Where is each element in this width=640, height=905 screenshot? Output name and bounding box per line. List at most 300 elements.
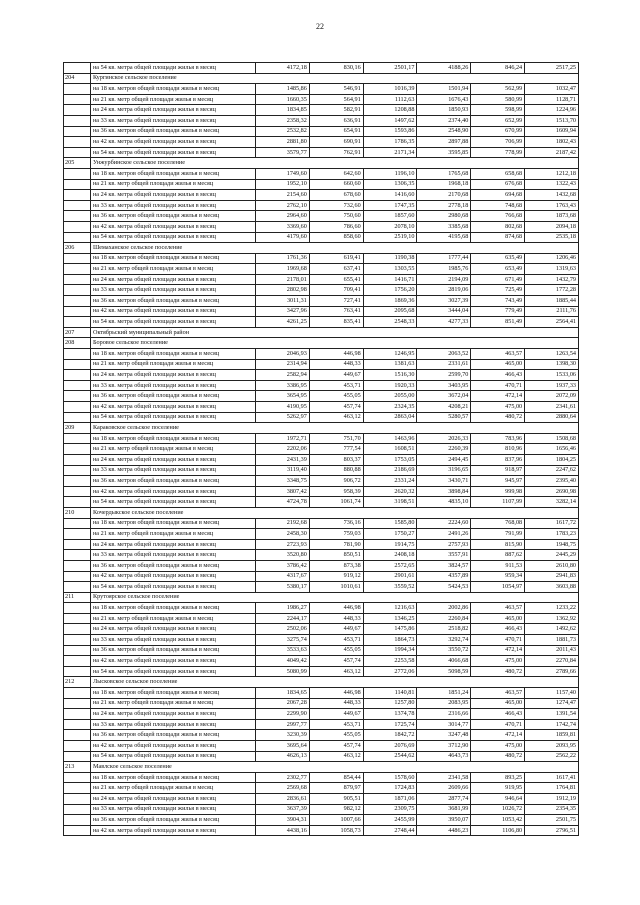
value-cell: 2582,94 bbox=[256, 370, 310, 381]
row-code-cell bbox=[64, 380, 91, 391]
value-cell: 2564,41 bbox=[525, 317, 579, 328]
value-cell: 475,00 bbox=[471, 656, 525, 667]
value-cell: 858,60 bbox=[309, 232, 363, 243]
table-row bbox=[64, 402, 579, 413]
value-cell: 911,53 bbox=[471, 560, 525, 571]
row-code-cell bbox=[64, 730, 91, 741]
value-cell: 905,51 bbox=[309, 793, 363, 804]
row-label: на 33 кв. метра общей площади жилья в месяц bbox=[91, 635, 256, 646]
value-cell: 1937,33 bbox=[525, 380, 579, 391]
value-cell: 453,71 bbox=[309, 635, 363, 646]
value-cell: 959,34 bbox=[471, 571, 525, 582]
value-cell: 918,97 bbox=[471, 465, 525, 476]
value-cell: 1985,76 bbox=[417, 264, 471, 275]
section-code: 211 bbox=[64, 592, 91, 603]
value-cell: 466,43 bbox=[471, 709, 525, 720]
value-cell: 2532,82 bbox=[256, 126, 310, 137]
value-cell: 2224,60 bbox=[417, 518, 471, 529]
value-cell: 3282,14 bbox=[525, 497, 579, 508]
value-cell: 4486,23 bbox=[417, 825, 471, 836]
value-cell: 879,97 bbox=[309, 783, 363, 794]
value-cell: 810,96 bbox=[471, 444, 525, 455]
value-cell: 2501,17 bbox=[363, 63, 417, 74]
value-cell: 3550,72 bbox=[417, 645, 471, 656]
value-cell: 783,96 bbox=[471, 433, 525, 444]
row-label: на 36 кв. метров общей площади жилья в месяц bbox=[91, 296, 256, 307]
value-cell: 635,49 bbox=[471, 253, 525, 264]
value-cell: 1533,06 bbox=[525, 370, 579, 381]
value-cell: 1585,80 bbox=[363, 518, 417, 529]
row-label: на 42 кв. метра общей площади жилья в месяц bbox=[91, 741, 256, 752]
section-name: Крутоярское сельское поселение bbox=[91, 592, 579, 603]
row-label: на 18 кв. метров общей площади жилья в месяц bbox=[91, 433, 256, 444]
table-row bbox=[64, 317, 579, 328]
value-cell: 3681,99 bbox=[417, 804, 471, 815]
table-row bbox=[64, 645, 579, 656]
table-row bbox=[64, 274, 579, 285]
row-code-cell bbox=[64, 751, 91, 762]
table-row bbox=[64, 264, 579, 275]
value-cell: 4835,10 bbox=[417, 497, 471, 508]
value-cell: 1881,73 bbox=[525, 635, 579, 646]
value-cell: 887,62 bbox=[471, 550, 525, 561]
row-label: на 36 кв. метров общей площади жилья в месяц bbox=[91, 126, 256, 137]
value-cell: 1765,68 bbox=[417, 168, 471, 179]
value-cell: 1010,61 bbox=[309, 582, 363, 593]
table-row bbox=[64, 232, 579, 243]
row-label: на 21 кв. метр общей площади жилья в месяц bbox=[91, 529, 256, 540]
value-cell: 1374,78 bbox=[363, 709, 417, 720]
value-cell: 1463,96 bbox=[363, 433, 417, 444]
value-cell: 706,99 bbox=[471, 137, 525, 148]
table-row bbox=[64, 221, 579, 232]
value-cell: 3637,39 bbox=[256, 804, 310, 815]
row-label: на 54 кв. метра общей площади жилья в месяц bbox=[91, 412, 256, 423]
value-cell: 1208,88 bbox=[363, 105, 417, 116]
value-cell: 1061,74 bbox=[309, 497, 363, 508]
value-cell: 3027,39 bbox=[417, 296, 471, 307]
value-cell: 463,12 bbox=[309, 666, 363, 677]
section-code: 213 bbox=[64, 762, 91, 773]
row-label: на 18 кв. метров общей площади жилья в месяц bbox=[91, 688, 256, 699]
value-cell: 1274,47 bbox=[525, 698, 579, 709]
value-cell: 1016,39 bbox=[363, 84, 417, 95]
row-label: на 24 кв. метра общей площади жилья в месяц bbox=[91, 709, 256, 720]
value-cell: 480,72 bbox=[471, 666, 525, 677]
value-cell: 3444,04 bbox=[417, 306, 471, 317]
value-cell: 1513,70 bbox=[525, 115, 579, 126]
value-cell: 1306,35 bbox=[363, 179, 417, 190]
section-name: Октябрьский муниципальный район bbox=[91, 327, 579, 338]
row-label: на 42 кв. метра общей площади жилья в месяц bbox=[91, 486, 256, 497]
row-code-cell bbox=[64, 274, 91, 285]
value-cell: 655,41 bbox=[309, 274, 363, 285]
row-code-cell bbox=[64, 232, 91, 243]
row-label: на 54 кв. метра общей площади жилья в месяц bbox=[91, 232, 256, 243]
value-cell: 1724,83 bbox=[363, 783, 417, 794]
value-cell: 1920,33 bbox=[363, 380, 417, 391]
value-cell: 3824,57 bbox=[417, 560, 471, 571]
value-cell: 1885,44 bbox=[525, 296, 579, 307]
value-cell: 2358,32 bbox=[256, 115, 310, 126]
value-cell: 1578,60 bbox=[363, 772, 417, 783]
value-cell: 1756,20 bbox=[363, 285, 417, 296]
row-code-cell bbox=[64, 211, 91, 222]
value-cell: 815,90 bbox=[471, 539, 525, 550]
value-cell: 2863,04 bbox=[363, 412, 417, 423]
value-cell: 2063,52 bbox=[417, 349, 471, 360]
table-row bbox=[64, 613, 579, 624]
value-cell: 3403,95 bbox=[417, 380, 471, 391]
value-cell: 470,71 bbox=[471, 719, 525, 730]
value-cell: 837,96 bbox=[471, 454, 525, 465]
value-cell: 3247,48 bbox=[417, 730, 471, 741]
value-cell: 3196,65 bbox=[417, 465, 471, 476]
section-code: 208 bbox=[64, 338, 91, 349]
row-label: на 33 кв. метра общей площади жилья в месяц bbox=[91, 550, 256, 561]
value-cell: 3595,85 bbox=[417, 147, 471, 158]
row-code-cell bbox=[64, 486, 91, 497]
value-cell: 1753,05 bbox=[363, 454, 417, 465]
row-code-cell bbox=[64, 560, 91, 571]
value-cell: 1617,41 bbox=[525, 772, 579, 783]
value-cell: 472,14 bbox=[471, 391, 525, 402]
value-cell: 475,00 bbox=[471, 741, 525, 752]
row-code-cell bbox=[64, 666, 91, 677]
value-cell: 2772,06 bbox=[363, 666, 417, 677]
row-label: на 54 кв. метра общей площади жилья в месяц bbox=[91, 582, 256, 593]
value-cell: 3672,04 bbox=[417, 391, 471, 402]
value-cell: 2055,00 bbox=[363, 391, 417, 402]
value-cell: 3427,96 bbox=[256, 306, 310, 317]
value-cell: 3119,40 bbox=[256, 465, 310, 476]
row-label: на 33 кв. метра общей площади жилья в месяц bbox=[91, 115, 256, 126]
value-cell: 750,60 bbox=[309, 211, 363, 222]
value-cell: 3898,84 bbox=[417, 486, 471, 497]
table-row bbox=[64, 719, 579, 730]
value-cell: 2548,33 bbox=[363, 317, 417, 328]
value-cell: 2517,25 bbox=[525, 63, 579, 74]
value-cell: 5080,99 bbox=[256, 666, 310, 677]
value-cell: 873,38 bbox=[309, 560, 363, 571]
value-cell: 446,98 bbox=[309, 688, 363, 699]
row-label: на 36 кв. метров общей площади жилья в месяц bbox=[91, 560, 256, 571]
value-cell: 472,14 bbox=[471, 730, 525, 741]
row-label: на 24 кв. метра общей площади жилья в месяц bbox=[91, 190, 256, 201]
row-label: на 36 кв. метров общей площади жилья в месяц bbox=[91, 815, 256, 826]
value-cell: 768,08 bbox=[471, 518, 525, 529]
row-label: на 33 кв. метра общей площади жилья в месяц bbox=[91, 804, 256, 815]
value-cell: 1986,27 bbox=[256, 603, 310, 614]
value-cell: 766,68 bbox=[471, 211, 525, 222]
value-cell: 4179,60 bbox=[256, 232, 310, 243]
value-cell: 1107,99 bbox=[471, 497, 525, 508]
value-cell: 2569,68 bbox=[256, 783, 310, 794]
row-label: на 42 кв. метра общей площади жилья в месяц bbox=[91, 825, 256, 836]
value-cell: 455,05 bbox=[309, 730, 363, 741]
value-cell: 4277,33 bbox=[417, 317, 471, 328]
value-cell: 1761,36 bbox=[256, 253, 310, 264]
value-cell: 5424,53 bbox=[417, 582, 471, 593]
value-cell: 846,24 bbox=[471, 63, 525, 74]
table-body bbox=[64, 63, 579, 836]
value-cell: 3275,74 bbox=[256, 635, 310, 646]
value-cell: 1054,97 bbox=[471, 582, 525, 593]
value-cell: 803,37 bbox=[309, 454, 363, 465]
value-cell: 1763,43 bbox=[525, 200, 579, 211]
value-cell: 2897,88 bbox=[417, 137, 471, 148]
row-code-cell bbox=[64, 582, 91, 593]
table-row bbox=[64, 497, 579, 508]
value-cell: 1257,80 bbox=[363, 698, 417, 709]
value-cell: 2046,93 bbox=[256, 349, 310, 360]
value-cell: 2260,84 bbox=[417, 613, 471, 624]
value-cell: 2374,40 bbox=[417, 115, 471, 126]
row-code-cell bbox=[64, 783, 91, 794]
value-cell: 2331,61 bbox=[417, 359, 471, 370]
value-cell: 835,41 bbox=[309, 317, 363, 328]
value-cell: 3520,80 bbox=[256, 550, 310, 561]
value-cell: 463,12 bbox=[309, 751, 363, 762]
value-cell: 3014,77 bbox=[417, 719, 471, 730]
row-code-cell bbox=[64, 126, 91, 137]
row-code-cell bbox=[64, 529, 91, 540]
section-row bbox=[64, 507, 579, 518]
value-cell: 694,68 bbox=[471, 190, 525, 201]
value-cell: 2083,95 bbox=[417, 698, 471, 709]
row-code-cell bbox=[64, 603, 91, 614]
value-cell: 1786,35 bbox=[363, 137, 417, 148]
row-code-cell bbox=[64, 550, 91, 561]
value-cell: 2494,45 bbox=[417, 454, 471, 465]
row-code-cell bbox=[64, 359, 91, 370]
value-cell: 2026,33 bbox=[417, 433, 471, 444]
value-cell: 1416,60 bbox=[363, 190, 417, 201]
value-cell: 1869,36 bbox=[363, 296, 417, 307]
table-row bbox=[64, 296, 579, 307]
section-row bbox=[64, 338, 579, 349]
row-code-cell bbox=[64, 465, 91, 476]
value-cell: 4317,67 bbox=[256, 571, 310, 582]
value-cell: 2501,75 bbox=[525, 815, 579, 826]
row-label: на 36 кв. метров общей площади жилья в месяц bbox=[91, 645, 256, 656]
section-code: 206 bbox=[64, 243, 91, 254]
row-code-cell bbox=[64, 402, 91, 413]
row-code-cell bbox=[64, 793, 91, 804]
value-cell: 4188,26 bbox=[417, 63, 471, 74]
table-row bbox=[64, 793, 579, 804]
row-code-cell bbox=[64, 624, 91, 635]
value-cell: 1972,71 bbox=[256, 433, 310, 444]
value-cell: 2802,98 bbox=[256, 285, 310, 296]
value-cell: 3430,71 bbox=[417, 476, 471, 487]
value-cell: 2309,75 bbox=[363, 804, 417, 815]
row-code-cell bbox=[64, 349, 91, 360]
value-cell: 676,68 bbox=[471, 179, 525, 190]
value-cell: 2723,93 bbox=[256, 539, 310, 550]
row-label: на 21 кв. метр общей площади жилья в месяц bbox=[91, 94, 256, 105]
value-cell: 2901,61 bbox=[363, 571, 417, 582]
section-row bbox=[64, 423, 579, 434]
value-cell: 1206,46 bbox=[525, 253, 579, 264]
value-cell: 2431,39 bbox=[256, 454, 310, 465]
tariff-table bbox=[63, 62, 579, 836]
value-cell: 1859,81 bbox=[525, 730, 579, 741]
value-cell: 4195,68 bbox=[417, 232, 471, 243]
section-name: Кургинское сельское поселение bbox=[91, 73, 579, 84]
value-cell: 453,71 bbox=[309, 380, 363, 391]
value-cell: 2247,62 bbox=[525, 465, 579, 476]
row-code-cell bbox=[64, 825, 91, 836]
table-row bbox=[64, 656, 579, 667]
table-row bbox=[64, 380, 579, 391]
value-cell: 455,05 bbox=[309, 645, 363, 656]
value-cell: 654,91 bbox=[309, 126, 363, 137]
row-label: на 21 кв. метр общей площади жилья в месяц bbox=[91, 613, 256, 624]
value-cell: 2762,10 bbox=[256, 200, 310, 211]
value-cell: 4049,42 bbox=[256, 656, 310, 667]
value-cell: 945,97 bbox=[471, 476, 525, 487]
value-cell: 854,44 bbox=[309, 772, 363, 783]
value-cell: 1216,63 bbox=[363, 603, 417, 614]
value-cell: 3369,60 bbox=[256, 221, 310, 232]
table-row bbox=[64, 741, 579, 752]
value-cell: 453,71 bbox=[309, 719, 363, 730]
value-cell: 1749,60 bbox=[256, 168, 310, 179]
value-cell: 1007,66 bbox=[309, 815, 363, 826]
section-row bbox=[64, 243, 579, 254]
row-label: на 24 кв. метра общей площади жилья в месяц bbox=[91, 105, 256, 116]
value-cell: 958,39 bbox=[309, 486, 363, 497]
value-cell: 3950,07 bbox=[417, 815, 471, 826]
table-row bbox=[64, 306, 579, 317]
row-code-cell bbox=[64, 571, 91, 582]
value-cell: 1593,86 bbox=[363, 126, 417, 137]
value-cell: 919,12 bbox=[309, 571, 363, 582]
section-name: Мавлское сельское поселение bbox=[91, 762, 579, 773]
value-cell: 1319,63 bbox=[525, 264, 579, 275]
row-label: на 21 кв. метр общей площади жилья в месяц bbox=[91, 359, 256, 370]
value-cell: 2572,65 bbox=[363, 560, 417, 571]
value-cell: 2997,77 bbox=[256, 719, 310, 730]
section-code: 207 bbox=[64, 327, 91, 338]
value-cell: 1747,35 bbox=[363, 200, 417, 211]
value-cell: 1224,96 bbox=[525, 105, 579, 116]
value-cell: 457,74 bbox=[309, 656, 363, 667]
value-cell: 880,88 bbox=[309, 465, 363, 476]
value-cell: 4190,95 bbox=[256, 402, 310, 413]
value-cell: 732,60 bbox=[309, 200, 363, 211]
row-code-cell bbox=[64, 497, 91, 508]
value-cell: 2341,61 bbox=[525, 402, 579, 413]
value-cell: 1914,75 bbox=[363, 539, 417, 550]
value-cell: 2778,18 bbox=[417, 200, 471, 211]
value-cell: 2455,99 bbox=[363, 815, 417, 826]
row-label: на 18 кв. метров общей площади жилья в месяц bbox=[91, 253, 256, 264]
value-cell: 1492,62 bbox=[525, 624, 579, 635]
value-cell: 1969,68 bbox=[256, 264, 310, 275]
value-cell: 1857,60 bbox=[363, 211, 417, 222]
row-code-cell bbox=[64, 84, 91, 95]
table-row bbox=[64, 476, 579, 487]
row-label: на 36 кв. метров общей площади жилья в месяц bbox=[91, 391, 256, 402]
value-cell: 1804,25 bbox=[525, 454, 579, 465]
section-row bbox=[64, 677, 579, 688]
value-cell: 1851,24 bbox=[417, 688, 471, 699]
row-label: на 33 кв. метра общей площади жилья в месяц bbox=[91, 380, 256, 391]
row-code-cell bbox=[64, 815, 91, 826]
value-cell: 2341,58 bbox=[417, 772, 471, 783]
value-cell: 1834,85 bbox=[256, 105, 310, 116]
value-cell: 2757,93 bbox=[417, 539, 471, 550]
value-cell: 546,91 bbox=[309, 84, 363, 95]
row-code-cell bbox=[64, 688, 91, 699]
row-code-cell bbox=[64, 391, 91, 402]
value-cell: 1617,72 bbox=[525, 518, 579, 529]
value-cell: 480,72 bbox=[471, 412, 525, 423]
value-cell: 2194,09 bbox=[417, 274, 471, 285]
value-cell: 2067,28 bbox=[256, 698, 310, 709]
value-cell: 1676,43 bbox=[417, 94, 471, 105]
value-cell: 709,41 bbox=[309, 285, 363, 296]
value-cell: 2171,34 bbox=[363, 147, 417, 158]
value-cell: 778,99 bbox=[471, 147, 525, 158]
table-row bbox=[64, 486, 579, 497]
table-row bbox=[64, 253, 579, 264]
row-label: на 54 кв. метра общей площади жилья в месяц bbox=[91, 317, 256, 328]
value-cell: 5280,57 bbox=[417, 412, 471, 423]
value-cell: 470,71 bbox=[471, 380, 525, 391]
value-cell: 1058,73 bbox=[309, 825, 363, 836]
value-cell: 1834,65 bbox=[256, 688, 310, 699]
table-row bbox=[64, 137, 579, 148]
value-cell: 2072,09 bbox=[525, 391, 579, 402]
value-cell: 999,98 bbox=[471, 486, 525, 497]
value-cell: 580,99 bbox=[471, 94, 525, 105]
value-cell: 830,16 bbox=[309, 63, 363, 74]
value-cell: 653,49 bbox=[471, 264, 525, 275]
row-label: на 18 кв. метров общей площади жилья в месяц bbox=[91, 772, 256, 783]
table-row bbox=[64, 359, 579, 370]
value-cell: 2170,68 bbox=[417, 190, 471, 201]
table-row bbox=[64, 529, 579, 540]
value-cell: 1750,27 bbox=[363, 529, 417, 540]
value-cell: 2316,66 bbox=[417, 709, 471, 720]
value-cell: 2599,70 bbox=[417, 370, 471, 381]
value-cell: 2544,62 bbox=[363, 751, 417, 762]
value-cell: 743,49 bbox=[471, 296, 525, 307]
value-cell: 2094,18 bbox=[525, 221, 579, 232]
value-cell: 1381,63 bbox=[363, 359, 417, 370]
row-code-cell bbox=[64, 656, 91, 667]
row-code-cell bbox=[64, 454, 91, 465]
table-row bbox=[64, 539, 579, 550]
value-cell: 2324,35 bbox=[363, 402, 417, 413]
row-label: на 33 кв. метра общей площади жилья в месяц bbox=[91, 719, 256, 730]
value-cell: 449,67 bbox=[309, 370, 363, 381]
value-cell: 893,25 bbox=[471, 772, 525, 783]
value-cell: 2620,32 bbox=[363, 486, 417, 497]
value-cell: 2011,43 bbox=[525, 645, 579, 656]
value-cell: 2881,80 bbox=[256, 137, 310, 148]
value-cell: 670,99 bbox=[471, 126, 525, 137]
value-cell: 762,91 bbox=[309, 147, 363, 158]
row-code-cell bbox=[64, 253, 91, 264]
value-cell: 2244,17 bbox=[256, 613, 310, 624]
row-label: на 42 кв. метра общей площади жилья в месяц bbox=[91, 221, 256, 232]
section-name: Шемаханское сельское поселение bbox=[91, 243, 579, 254]
table-row bbox=[64, 126, 579, 137]
